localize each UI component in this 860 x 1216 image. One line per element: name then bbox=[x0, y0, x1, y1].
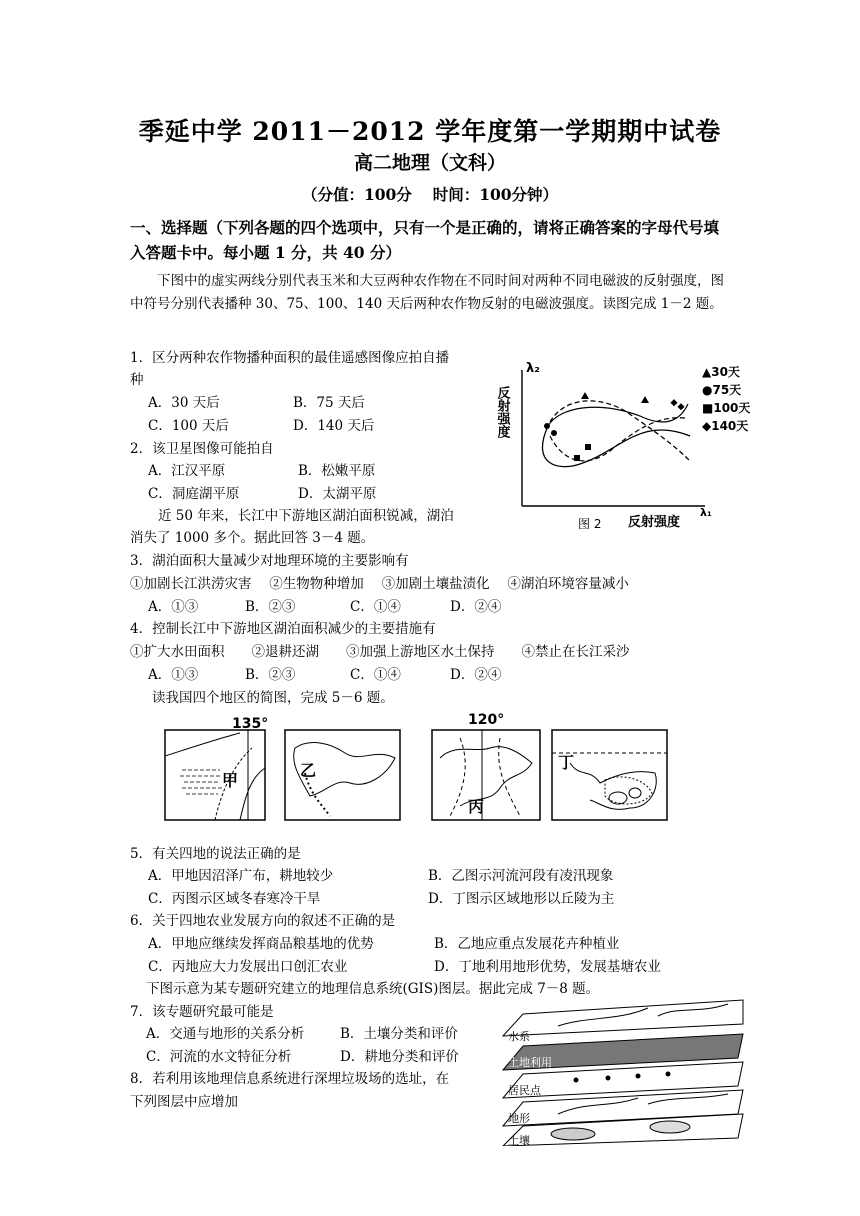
marker-140d bbox=[670, 399, 677, 406]
q1-option-d: D．140 天后 bbox=[293, 418, 375, 434]
q7-stem: 7．该专题研究最可能是 bbox=[130, 1004, 274, 1020]
q5-option-c: C．丙图示区域冬春寒冷干旱 bbox=[148, 891, 321, 907]
q1-option-a: A．30 天后 bbox=[148, 395, 220, 411]
q4-stem: 4．控制长江中下游地区湖泊面积减少的主要措施有 bbox=[130, 621, 436, 637]
q2-option-c: C．洞庭湖平原 bbox=[148, 486, 240, 502]
q3-stem: 3．湖泊面积大量减少对地理环境的主要影响有 bbox=[130, 553, 409, 569]
intro3: 读我国四个地区的简图，完成 5－6 题。 bbox=[152, 690, 394, 706]
q3-option-c: C．①④ bbox=[350, 599, 401, 615]
map-ding bbox=[552, 730, 667, 820]
q5-stem: 5．有关四地的说法正确的是 bbox=[130, 846, 301, 862]
q6-option-c: C．丙地应大力发展出口创汇农业 bbox=[148, 959, 348, 975]
q3-option-d: D．②④ bbox=[450, 599, 502, 615]
label-jia: 甲 bbox=[222, 771, 239, 790]
q4-option-c: C．①④ bbox=[350, 667, 401, 683]
gis-layers-figure bbox=[498, 996, 773, 1146]
reflectance-figure bbox=[490, 356, 760, 536]
marker-100d bbox=[574, 455, 580, 461]
q3-statements: ①加剧长江洪涝灾害 ②生物物种增加 ③加剧土壤盐渍化 ④湖泊环境容量减小 bbox=[130, 576, 629, 592]
q1-stem: 1．区分两种农作物播种面积的最佳遥感图像应拍自播 bbox=[130, 350, 450, 366]
q3-option-b: B．②③ bbox=[245, 599, 296, 615]
layer-soil: 土壤 bbox=[508, 1134, 530, 1146]
q2-option-d: D．太湖平原 bbox=[298, 486, 377, 502]
q1-option-c: C．100 天后 bbox=[148, 418, 229, 434]
marker-30d bbox=[581, 392, 589, 399]
legend-30d: ▲30天 bbox=[702, 365, 740, 379]
y-axis-label: 反射强度 bbox=[494, 386, 510, 438]
marker-75d bbox=[544, 423, 550, 429]
q2-option-a: A．江汉平原 bbox=[148, 463, 226, 479]
q2-stem: 2．该卫星图像可能拍自 bbox=[130, 441, 274, 457]
q4-option-a: A．①③ bbox=[148, 667, 199, 683]
four-region-maps bbox=[160, 708, 720, 828]
longitude-135: 135° bbox=[232, 716, 269, 732]
intro2-line1: 近 50 年来，长江中下游地区湖泊面积锐减，湖泊 bbox=[158, 508, 454, 524]
q4-option-b: B．②③ bbox=[245, 667, 296, 683]
q8-stem: 8．若利用该地理信息系统进行深埋垃圾场的选址，在 bbox=[130, 1071, 450, 1087]
q5-option-b: B．乙图示河流河段有凌汛现象 bbox=[428, 868, 614, 884]
layer-settlement: 居民点 bbox=[508, 1084, 541, 1097]
section-heading: 一、选择题（下列各题的四个选项中，只有一个是正确的，请将正确答案的字母代号填入答题卡中。每小题 1 分，共 40 分） bbox=[130, 218, 720, 262]
q4-option-d: D．②④ bbox=[450, 667, 502, 683]
q6-option-d: D．丁地利用地形优势，发展基塘农业 bbox=[434, 959, 661, 975]
q1-stem-cont: 种 bbox=[130, 372, 144, 388]
longitude-120: 120° bbox=[468, 712, 505, 728]
x-axis-label: 反射强度 bbox=[628, 515, 681, 530]
q4-statements: ①扩大水田面积 ②退耕还湖 ③加强上游地区水土保持 ④禁止在长江采沙 bbox=[130, 644, 630, 660]
page-title: 季延中学 2011－2012 学年度第一学期期中试卷 bbox=[138, 117, 722, 146]
q7-option-b: B．土壤分类和评价 bbox=[340, 1026, 458, 1042]
figure-caption: 图 2 bbox=[578, 517, 602, 531]
map-bing bbox=[432, 730, 540, 820]
exam-meta: （分值：100分 时间：100分钟） bbox=[301, 185, 559, 204]
q5-option-d: D．丁图示区域地形以丘陵为主 bbox=[428, 891, 615, 907]
y-axis-sub-label: λ₂ bbox=[526, 361, 540, 376]
q7-option-a: A．交通与地形的关系分析 bbox=[146, 1026, 305, 1042]
label-bing: 丙 bbox=[468, 797, 485, 816]
layer-terrain: 地形 bbox=[508, 1112, 530, 1125]
legend-75d: ●75天 bbox=[702, 383, 742, 397]
layer-landuse: 土地利用 bbox=[508, 1056, 552, 1069]
intro2-line2: 消失了 1000 多个。据此回答 3－4 题。 bbox=[130, 530, 375, 546]
q5-option-a: A．甲地因沼泽广布，耕地较少 bbox=[148, 868, 334, 884]
page-subtitle: 高二地理（文科） bbox=[353, 152, 506, 174]
q3-option-a: A．①③ bbox=[148, 599, 199, 615]
q6-option-b: B．乙地应重点发展花卉种植业 bbox=[434, 936, 620, 952]
label-ding: 丁 bbox=[558, 753, 575, 772]
legend-140d: ◆140天 bbox=[702, 419, 749, 433]
q1-option-b: B．75 天后 bbox=[293, 395, 365, 411]
label-yi: 乙 bbox=[300, 761, 317, 780]
q6-stem: 6．关于四地农业发展方向的叙述不正确的是 bbox=[130, 913, 396, 929]
q6-option-a: A．甲地应继续发挥商品粮基地的优势 bbox=[148, 936, 374, 952]
q8-stem-cont: 下列图层中应增加 bbox=[130, 1094, 238, 1110]
q2-option-b: B．松嫩平原 bbox=[298, 463, 376, 479]
intro4: 下图示意为某专题研究建立的地理信息系统(GIS)图层。据此完成 7－8 题。 bbox=[146, 981, 600, 997]
layer-water: 水系 bbox=[508, 1030, 530, 1043]
q7-option-c: C．河流的水文特征分析 bbox=[146, 1049, 292, 1065]
map-yi bbox=[285, 730, 400, 820]
map-jia bbox=[165, 730, 265, 820]
x-axis-sub-label: λ₁ bbox=[700, 506, 712, 519]
legend-100d: ■100天 bbox=[702, 401, 751, 415]
intro-paragraph: 下图中的虚实两线分别代表玉米和大豆两种农作物在不同时间对两种不同电磁波的反射强度，图中符号分别代表播种 30、75、100、140 天后两种农作物反射的电磁波强度。读图完成 1－2 题。 bbox=[130, 273, 724, 312]
q7-option-d: D．耕地分类和评价 bbox=[340, 1049, 459, 1065]
